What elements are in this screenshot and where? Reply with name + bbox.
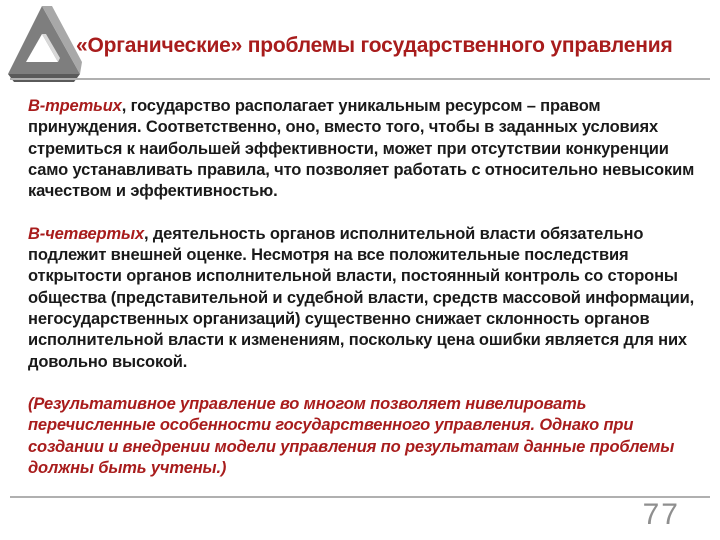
title-divider [10,78,710,80]
paragraph-third [28,96,712,202]
paragraph-lead: В-четвертых [28,224,144,243]
paragraph-fourth [28,224,712,373]
impossible-triangle-logo-icon [2,0,84,84]
slide-title: «Органические» проблемы государственного управления [76,34,673,57]
page-number: 77 [642,498,680,531]
footer-divider [10,496,710,498]
paragraph-text: , деятельность органов исполнительной власти обязательно подлежит внешней оценке. Несмотря на все положительные последствия открытости органов исполнительной власти, постоянный контроль со стороны общества (представительной и судебной власти, средств массовой информации, негосударственных организаций) существенно снижает склонность органов исполнительной власти к изменениям, поскольку цена ошибки является для них довольно высокой. [28,224,695,371]
paragraph-lead: В-третьих [28,97,122,115]
paragraph-text: , государство располагает уникальным ресурсом – правом принуждения. Соответственно, оно, вместо того, чтобы в заданных условиях стремиться к наибольшей эффективности, может при отсутствии конкуренции само устанавливать правила, что позволяет работать с относительно невысоким качеством и эффективностью. [28,97,695,201]
slide-body [28,96,712,501]
results-note: (Результативное управление во многом позволяет нивелировать перечисленные особенности государственного управления. Однако при создании и внедрении модели управления по результатам данные проблемы должны быть учтены.) [28,395,675,478]
